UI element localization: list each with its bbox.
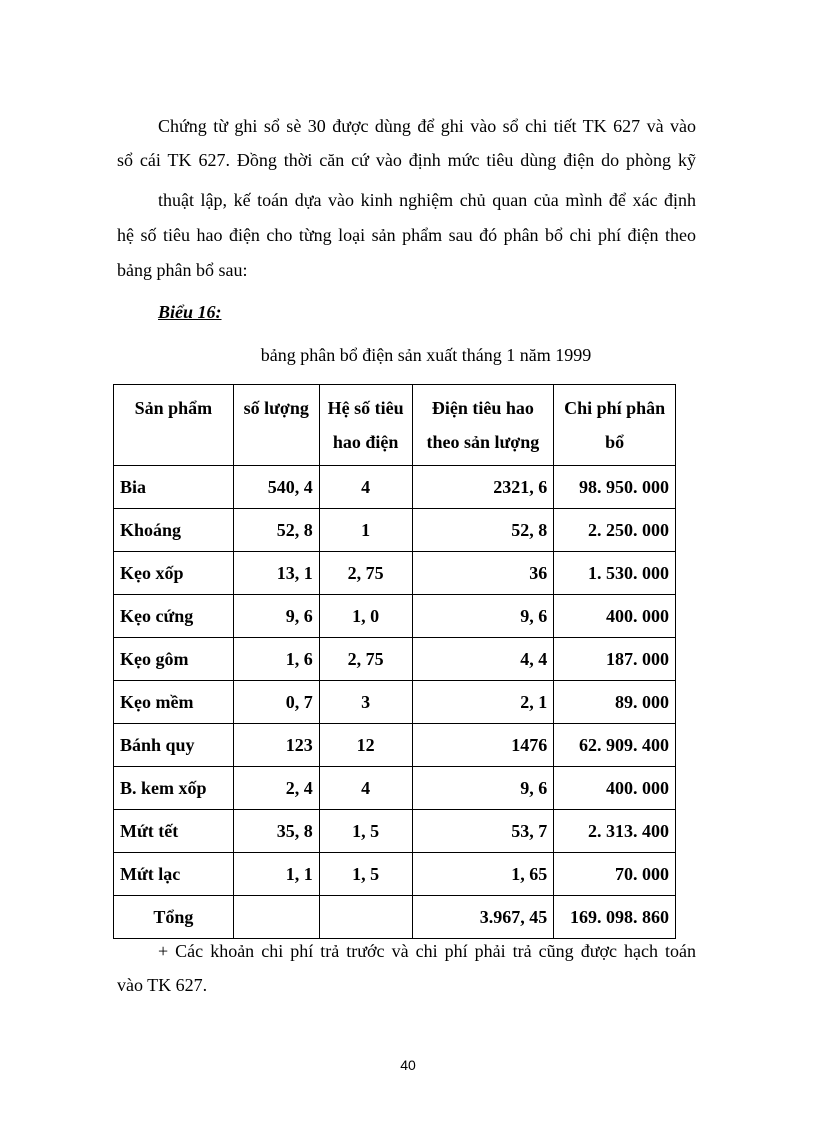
paragraph-line: thuật lập, kế toán dựa vào kinh nghiệm chủ quan của mình để xác định [158, 190, 696, 210]
product-cell: Bia [114, 466, 234, 509]
quantity-cell: 1, 1 [233, 853, 319, 896]
allocation-table [113, 384, 676, 939]
paragraph-line: hệ số tiêu hao điện cho từng loại sản phẩm sau đó phân bổ chi phí điện theo [117, 225, 696, 245]
total-label: Tổng [114, 896, 234, 939]
section-heading: Biểu 16: [158, 302, 222, 322]
cost-cell: 1. 530. 000 [554, 552, 676, 595]
table-row [114, 853, 676, 896]
product-cell: Kẹo xốp [114, 552, 234, 595]
product-cell: B. kem xốp [114, 767, 234, 810]
quantity-cell: 1, 6 [233, 638, 319, 681]
quantity-cell: 13, 1 [233, 552, 319, 595]
quantity-cell: 0, 7 [233, 681, 319, 724]
table-header-row [114, 385, 676, 466]
cost-cell: 62. 909. 400 [554, 724, 676, 767]
cost-cell: 70. 000 [554, 853, 676, 896]
power-cell: 9, 6 [412, 595, 554, 638]
power-cell: 1476 [412, 724, 554, 767]
product-cell: Mứt tết [114, 810, 234, 853]
table-row [114, 724, 676, 767]
paragraph-line: sổ cái TK 627. Đồng thời căn cứ vào định mức tiêu dùng điện do phòng kỹ [117, 150, 696, 170]
page-number: 40 [400, 1057, 416, 1073]
total-power-cell: 3.967, 45 [412, 896, 554, 939]
quantity-cell: 52, 8 [233, 509, 319, 552]
product-cell: Kẹo mềm [114, 681, 234, 724]
table-row [114, 509, 676, 552]
power-cell: 53, 7 [412, 810, 554, 853]
header-allocated-cost: Chi phí phân bổ [554, 385, 676, 466]
header-quantity: số lượng [233, 385, 319, 466]
cost-cell: 98. 950. 000 [554, 466, 676, 509]
cost-cell: 187. 000 [554, 638, 676, 681]
total-coefficient-cell [319, 896, 412, 939]
power-cell: 2321, 6 [412, 466, 554, 509]
coefficient-cell: 2, 75 [319, 552, 412, 595]
product-cell: Bánh quy [114, 724, 234, 767]
quantity-cell: 123 [233, 724, 319, 767]
total-cost-cell: 169. 098. 860 [554, 896, 676, 939]
table-row [114, 552, 676, 595]
quantity-cell: 9, 6 [233, 595, 319, 638]
cost-cell: 89. 000 [554, 681, 676, 724]
power-cell: 9, 6 [412, 767, 554, 810]
coefficient-cell: 4 [319, 466, 412, 509]
coefficient-cell: 1, 5 [319, 853, 412, 896]
table-total-row [114, 896, 676, 939]
product-cell: Kẹo cứng [114, 595, 234, 638]
cost-cell: 2. 313. 400 [554, 810, 676, 853]
table-row [114, 810, 676, 853]
coefficient-cell: 1, 0 [319, 595, 412, 638]
paragraph-line: vào TK 627. [117, 975, 208, 995]
coefficient-cell: 2, 75 [319, 638, 412, 681]
table-caption: bảng phân bổ điện sản xuất tháng 1 năm 1999 [260, 345, 592, 365]
header-power-consumed: Điện tiêu hao theo sản lượng [412, 385, 554, 466]
power-cell: 1, 65 [412, 853, 554, 896]
table-row [114, 638, 676, 681]
coefficient-cell: 12 [319, 724, 412, 767]
power-cell: 36 [412, 552, 554, 595]
paragraph-line: Chứng từ ghi sổ sè 30 được dùng để ghi vào sổ chi tiết TK 627 và vào [158, 116, 696, 136]
paragraph-line: bảng phân bổ sau: [117, 260, 248, 280]
total-quantity-cell [233, 896, 319, 939]
table-row [114, 466, 676, 509]
power-cell: 52, 8 [412, 509, 554, 552]
product-cell: Kẹo gôm [114, 638, 234, 681]
quantity-cell: 2, 4 [233, 767, 319, 810]
table-row [114, 595, 676, 638]
cost-cell: 2. 250. 000 [554, 509, 676, 552]
power-cell: 4, 4 [412, 638, 554, 681]
quantity-cell: 540, 4 [233, 466, 319, 509]
quantity-cell: 35, 8 [233, 810, 319, 853]
product-cell: Mứt lạc [114, 853, 234, 896]
power-cell: 2, 1 [412, 681, 554, 724]
coefficient-cell: 4 [319, 767, 412, 810]
header-product: Sản phẩm [114, 385, 234, 466]
cost-cell: 400. 000 [554, 767, 676, 810]
table-row [114, 767, 676, 810]
header-consumption-coefficient: Hệ số tiêu hao điện [319, 385, 412, 466]
cost-cell: 400. 000 [554, 595, 676, 638]
coefficient-cell: 1, 5 [319, 810, 412, 853]
table-row [114, 681, 676, 724]
product-cell: Khoáng [114, 509, 234, 552]
coefficient-cell: 1 [319, 509, 412, 552]
coefficient-cell: 3 [319, 681, 412, 724]
paragraph-line: + Các khoản chi phí trả trước và chi phí phải trả cũng được hạch toán [158, 941, 696, 961]
